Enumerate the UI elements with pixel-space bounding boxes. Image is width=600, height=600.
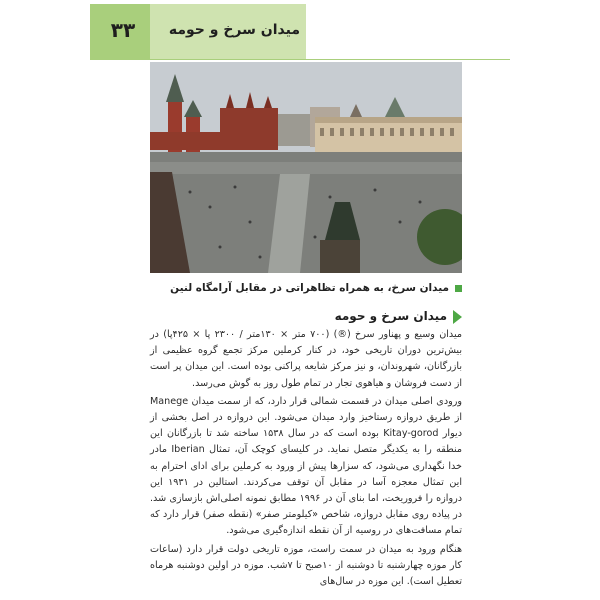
- section-heading: [150, 309, 462, 324]
- body-text: [150, 327, 462, 592]
- header-divider: [90, 59, 510, 60]
- red-square-illustration: [150, 62, 462, 273]
- chapter-title: میدان سرخ و حومه: [168, 22, 300, 38]
- red-square-photo: [150, 62, 462, 273]
- section-arrow-icon: [453, 310, 462, 324]
- page-number: ۳۳: [110, 18, 136, 42]
- caption-bullet-icon: [455, 285, 462, 292]
- paragraph: میدان وسیع و پهناور سرخ (®) (۷۰۰ متر × ۱۳۰متر / ۲۳۰۰ پا × ۴۲۵پا) در بیش‌ترین دوران تاریخی خود، در کنار کرملین مرکز تجمع گروه عظیمی از بازرگانان، شهروندان، و نیز مرکز شایعه پراکنی بوده است. این میدان پر است از دست فروشان و هیاهوی تجار در تمام طول روز به گوش می‌رسد.: [150, 329, 462, 389]
- paragraph: ورودی اصلی میدان در قسمت شمالی قرار دارد، که از سمت میدان Manege از طریق دروازه رستاخیز وارد میدان می‌شود. این دروازه در اصل بخشی از دیوار Kitay-gorod بوده است که در سال ۱۵۳۸ ساخته شد تا بازرگانان این منطقه را به یکدیگر متصل نماید. در کلیسای کوچک آن، تمثال Iberian مادر خدا نگهداری می‌شود، که سزارها پیش از ورود به کرملین برای ادای احترام به این تمثال معجزه آسا در مقابل آن توقف می‌کردند. استالین در ۱۹۳۱ این دروازه را فروریخت، اما بنای آن در ۱۹۹۶ مطابق نمونه اصلی‌اش بازسازی شد. در پیاده روی مقابل دروازه، شاخص «کیلومتر صفر» (نقطه صفر) قرار دارد که تمام مسافت‌های در روسیه از آن نقطه اندازه‌گیری می‌شود.: [150, 395, 463, 537]
- section-heading-text: میدان سرخ و حومه: [334, 309, 447, 323]
- figure-caption: [150, 282, 462, 294]
- caption-text: میدان سرخ، به همراه تظاهراتی در مقابل آرامگاه لنین: [170, 282, 449, 294]
- paragraph: هنگام ورود به میدان در سمت راست، موزه تاریخی دولت قرار دارد (ساعات کار موزه چهارشنبه تا دوشنبه از ۱۰صبح تا ۷شب. موزه در اولین دوشنبه هرماه تعطیل است). این موزه در سال‌های: [150, 543, 462, 588]
